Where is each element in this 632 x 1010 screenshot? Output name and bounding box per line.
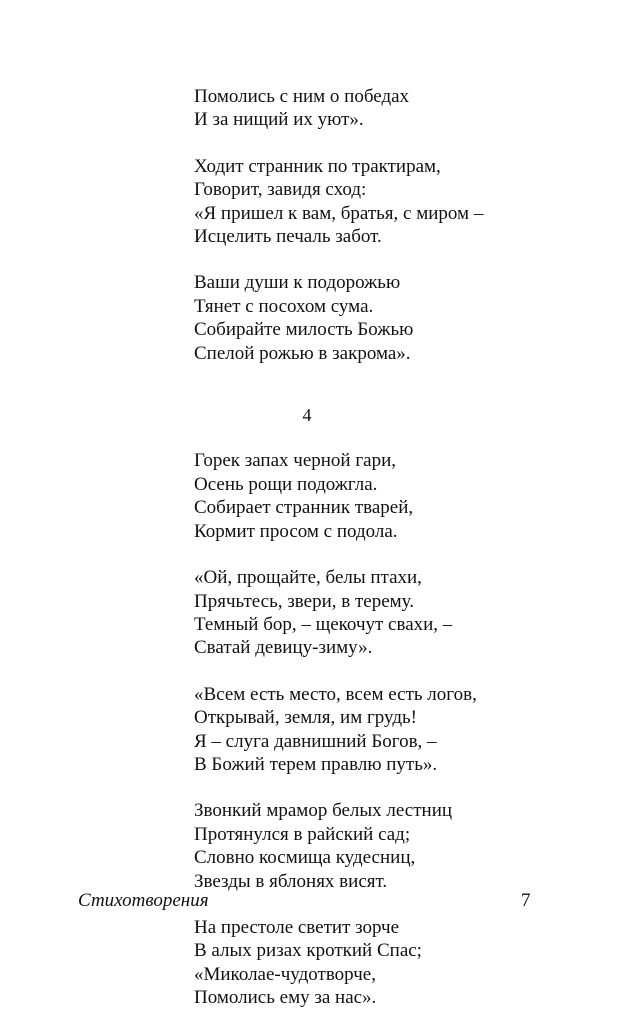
running-title: Стихотворения — [78, 890, 209, 911]
stanza — [194, 155, 554, 249]
poem-line: Открывай, земля, им грудь! — [194, 707, 417, 729]
section-number: 4 — [302, 405, 312, 426]
poem-line: Спелой рожью в закрома». — [194, 342, 411, 364]
poem-line: Темный бор, – щекочут свахи, – — [194, 613, 453, 635]
poem-line: В Божий терем правлю путь». — [194, 753, 438, 775]
poem-line: «Я пришел к вам, братья, с миром – — [194, 202, 484, 224]
poem-line: Помолись с ним о победах — [194, 86, 410, 107]
poem-line: Исцелить печаль забот. — [194, 226, 382, 248]
poem-line: Говорит, завидя сход: — [194, 179, 367, 201]
stanza — [194, 85, 554, 132]
stanza — [194, 683, 554, 777]
poem-line: Ваши души к подорожью — [194, 272, 401, 294]
poem-line: Ходит странник по трактирам, — [194, 155, 441, 177]
poem-line: Горек запах черной гари, — [194, 450, 396, 472]
poem-line: Протянулся в райский сад; — [194, 823, 411, 845]
poem-line: Кормит просом с подола. — [194, 520, 398, 542]
poem-line: И за нищий их уют». — [194, 109, 364, 131]
poem-line: Прячьтесь, звери, в терему. — [194, 590, 414, 612]
poem-line: «Всем есть место, всем есть логов, — [194, 683, 477, 705]
poem-line: Я – слуга давнишний Богов, – — [194, 730, 437, 752]
poem — [194, 85, 554, 1010]
poem-line: Звонкий мрамор белых лестниц — [194, 800, 453, 822]
poem-line: Осень рощи подожгла. — [194, 473, 378, 495]
stanza — [194, 566, 554, 660]
poem-line: Помолись ему за нас». — [194, 987, 377, 1009]
poem-line: Собирайте милость Божью — [194, 319, 414, 341]
poem-line: Словно космища кудесниц, — [194, 847, 416, 869]
poem-line: Звезды в яблонях висят. — [194, 870, 388, 892]
poem-line: В алых ризах кроткий Спас; — [194, 940, 422, 962]
poem-line: Собирает странник тварей, — [194, 497, 414, 519]
stanza — [194, 271, 554, 365]
stanza — [194, 916, 554, 1010]
stanza — [194, 799, 554, 893]
poem-line: Сватай девицу-зиму». — [194, 637, 373, 659]
poem-line: «Миколае-чудотворче, — [194, 963, 376, 985]
poem-line: На престоле светит зорче — [194, 916, 400, 938]
poem-line: Тянет с посохом сума. — [194, 295, 374, 317]
stanza — [194, 449, 554, 543]
page-number: 7 — [521, 890, 531, 911]
poem-line: «Ой, прощайте, белы птахи, — [194, 567, 422, 589]
